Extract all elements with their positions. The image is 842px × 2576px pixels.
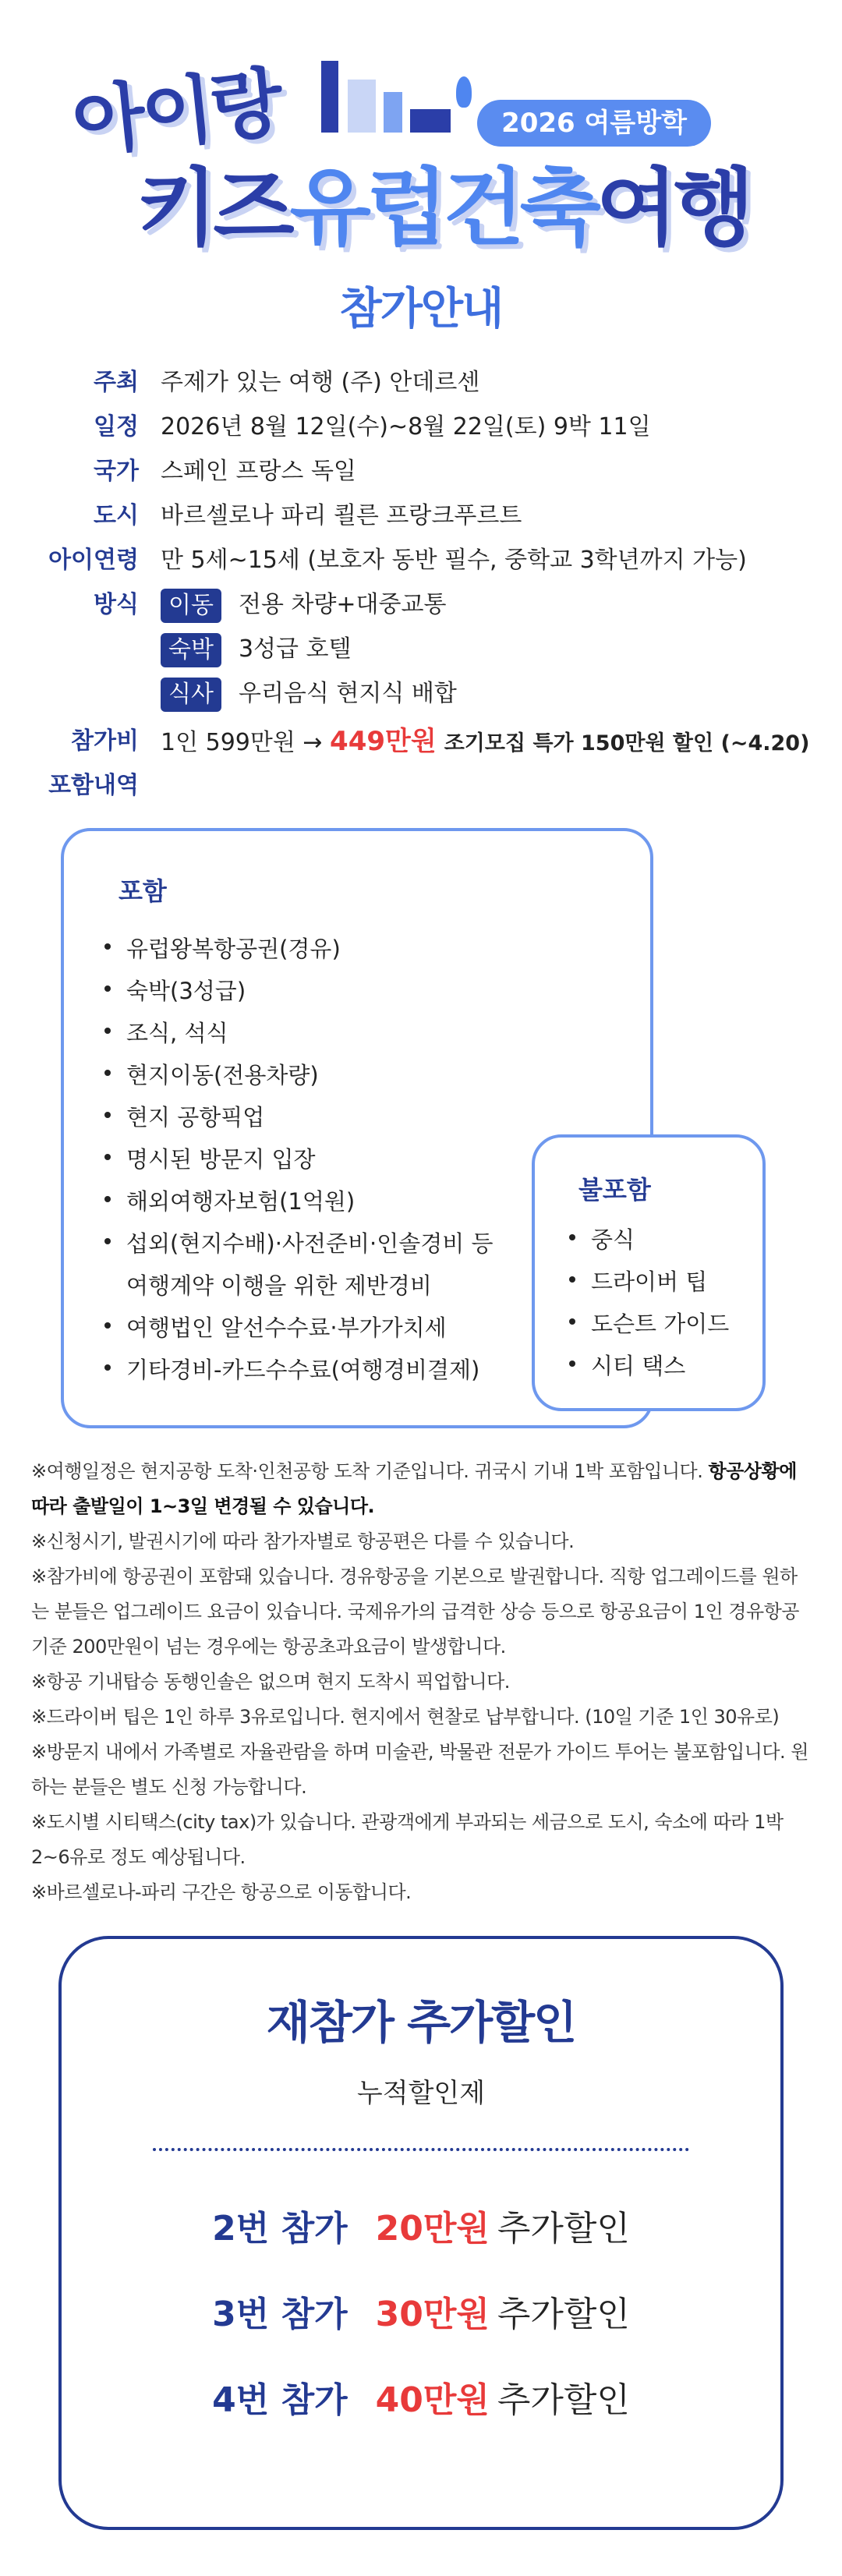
title-line1: 아이랑 bbox=[68, 58, 285, 168]
discount-amount: 40만원 bbox=[375, 2380, 490, 2420]
page-subtitle: 참가안내 bbox=[339, 284, 503, 334]
info-value bbox=[161, 629, 352, 670]
discount-count: 3번 참가 bbox=[212, 2295, 348, 2334]
note: ※항공 기내탑승 동행인솔은 없으며 현지 도착시 픽업합니다. bbox=[31, 1671, 510, 1693]
note: ※방문지 내에서 가족별로 자율관람을 하며 미술관, 박물관 전문가 가이드 투어는 불포함입니다. 원하는 분들은 별도 신청 가능합니다. bbox=[31, 1741, 808, 1798]
note: ※도시별 시티택스(city tax)가 있습니다. 관광객에게 부과되는 세금으로 도시, 숙소에 따라 1박 2~6유로 정도 예상됩니다. bbox=[31, 1811, 784, 1868]
included-title: 포함 bbox=[119, 876, 167, 906]
list-item: 중식 bbox=[568, 1219, 729, 1261]
info-row-city bbox=[0, 496, 842, 536]
discount-suffix: 추가할인 bbox=[497, 2380, 630, 2420]
discount-box bbox=[58, 1936, 784, 2530]
info-row-host bbox=[0, 363, 842, 403]
list-item: 현지 공항픽업 bbox=[103, 1096, 617, 1138]
list-item: 해외여행자보험(1억원) bbox=[103, 1180, 617, 1223]
info-row-fee bbox=[0, 721, 842, 762]
discount-amount: 20만원 bbox=[375, 2209, 490, 2249]
method-tag: 식사 bbox=[161, 678, 221, 712]
discount-title: 재참가 추가할인 bbox=[266, 1996, 576, 2049]
note: ※드라이버 팁은 1인 하루 3유로입니다. 현지에서 현찰로 납부합니다. (10일 기준 1인 30유로) bbox=[31, 1706, 780, 1728]
info-label: 방식 bbox=[94, 591, 139, 618]
fee-note: 조기모집 특가 150만원 할인 (~4.20) bbox=[444, 731, 810, 755]
title-kids: 키즈 bbox=[136, 160, 290, 257]
hero-header bbox=[0, 0, 842, 366]
list-item: 조식, 석식 bbox=[103, 1012, 617, 1054]
excluded-list bbox=[568, 1219, 729, 1387]
info-value: 주제가 있는 여행 (주) 안데르센 bbox=[161, 369, 480, 396]
discount-suffix: 추가할인 bbox=[497, 2295, 630, 2334]
list-item: 드라이버 팁 bbox=[568, 1261, 729, 1303]
list-item: 시티 택스 bbox=[568, 1345, 729, 1387]
title-line2 bbox=[136, 140, 750, 261]
method-tag: 숙박 bbox=[161, 633, 221, 667]
note-text: ※여행일정은 현지공항 도착·인천공항 도착 기준입니다. 귀국시 기내 1박 포함입니다. bbox=[31, 1460, 709, 1482]
info-label: 주최 bbox=[94, 369, 139, 396]
discount-suffix: 추가할인 bbox=[497, 2209, 630, 2249]
season-badge: 2026 여름방학 bbox=[477, 100, 711, 147]
building-icon bbox=[410, 109, 451, 133]
title-europe-architecture: 유럽건축 bbox=[289, 160, 596, 257]
discount-count: 2번 참가 bbox=[212, 2209, 348, 2249]
list-item: 섭외(현지수배)·사전준비·인솔경비 등 여행계약 이행을 위한 제반경비 bbox=[103, 1223, 508, 1307]
note: ※참가비에 항공권이 포함돼 있습니다. 경유항공을 기본으로 발권합니다. 직항 업그레이드를 원하는 분들은 업그레이드 요금이 있습니다. 국제유가의 급격한 상승 등으로 항공요금이 1인 경유항공 기준 200만원이 넘는 경우에는 항공초과요금이 발생합니다. bbox=[31, 1566, 799, 1658]
info-value: 2026년 8월 12일(수)~8월 22일(토) 9박 11일 bbox=[161, 413, 651, 441]
building-icon bbox=[384, 92, 402, 133]
info-value bbox=[161, 721, 809, 764]
excluded-title: 불포함 bbox=[578, 1175, 651, 1205]
fee-sale-price: 449만원 bbox=[330, 726, 437, 757]
discount-subtitle: 누적할인제 bbox=[356, 2078, 486, 2109]
info-row-country bbox=[0, 451, 842, 492]
info-row-includes bbox=[0, 766, 842, 806]
info-row-age bbox=[0, 540, 842, 581]
info-value: 만 5세~15세 (보호자 동반 필수, 중학교 3학년까지 가능) bbox=[161, 547, 747, 574]
notes-section bbox=[31, 1454, 811, 1910]
note: ※바르셀로나-파리 구간은 항공으로 이동합니다. bbox=[31, 1881, 412, 1903]
list-item: 유럽왕복항공권(경유) bbox=[103, 928, 617, 970]
note: ※신청시기, 발권시기에 따라 참가자별로 항공편은 다를 수 있습니다. bbox=[31, 1530, 575, 1552]
dotted-divider bbox=[153, 2148, 689, 2151]
discount-count: 4번 참가 bbox=[212, 2380, 348, 2420]
list-item: 기타경비-카드수수료(여행경비결제) bbox=[103, 1349, 617, 1391]
info-row-method-move bbox=[0, 585, 842, 625]
title-travel: 여행 bbox=[596, 160, 750, 257]
list-item: 도슨트 가이드 bbox=[568, 1303, 729, 1345]
tree-icon bbox=[456, 76, 472, 108]
info-row-schedule bbox=[0, 407, 842, 448]
info-label: 국가 bbox=[94, 458, 139, 485]
list-item: 숙박(3성급) bbox=[103, 970, 617, 1012]
fee-original: 1인 599만원 → bbox=[161, 729, 323, 756]
method-text: 3성급 호텔 bbox=[238, 635, 352, 663]
info-value bbox=[161, 674, 457, 714]
method-text: 전용 차량+대중교통 bbox=[238, 591, 447, 618]
discount-line bbox=[62, 2372, 780, 2422]
excluded-box bbox=[532, 1134, 766, 1411]
discount-line bbox=[62, 2200, 780, 2250]
info-label: 참가비 bbox=[71, 727, 139, 755]
list-item: 현지이동(전용차량) bbox=[103, 1054, 617, 1096]
info-label: 포함내역 bbox=[48, 772, 139, 799]
list-item: 명시된 방문지 입장 bbox=[103, 1138, 617, 1180]
method-text: 우리음식 현지식 배합 bbox=[238, 680, 457, 707]
discount-line bbox=[62, 2286, 780, 2336]
info-row-method-meal bbox=[0, 674, 842, 714]
building-icon bbox=[348, 80, 376, 133]
info-value: 바르셀로나 파리 쾰른 프랑크푸르트 bbox=[161, 502, 522, 529]
note bbox=[31, 1454, 811, 1524]
info-label: 아이연령 bbox=[48, 547, 139, 574]
building-icon bbox=[321, 61, 338, 133]
info-value bbox=[161, 585, 446, 625]
discount-amount: 30만원 bbox=[375, 2295, 490, 2334]
info-label: 도시 bbox=[94, 502, 139, 529]
info-value: 스페인 프랑스 독일 bbox=[161, 458, 356, 485]
info-label: 일정 bbox=[94, 413, 139, 441]
list-item: 여행법인 알선수수료·부가가치세 bbox=[103, 1307, 617, 1349]
info-row-method-stay bbox=[0, 629, 842, 670]
method-tag: 이동 bbox=[161, 589, 221, 623]
note-bold: 항공상황에 따라 출발일이 1~3일 변경될 수 있습니다. bbox=[31, 1460, 797, 1517]
